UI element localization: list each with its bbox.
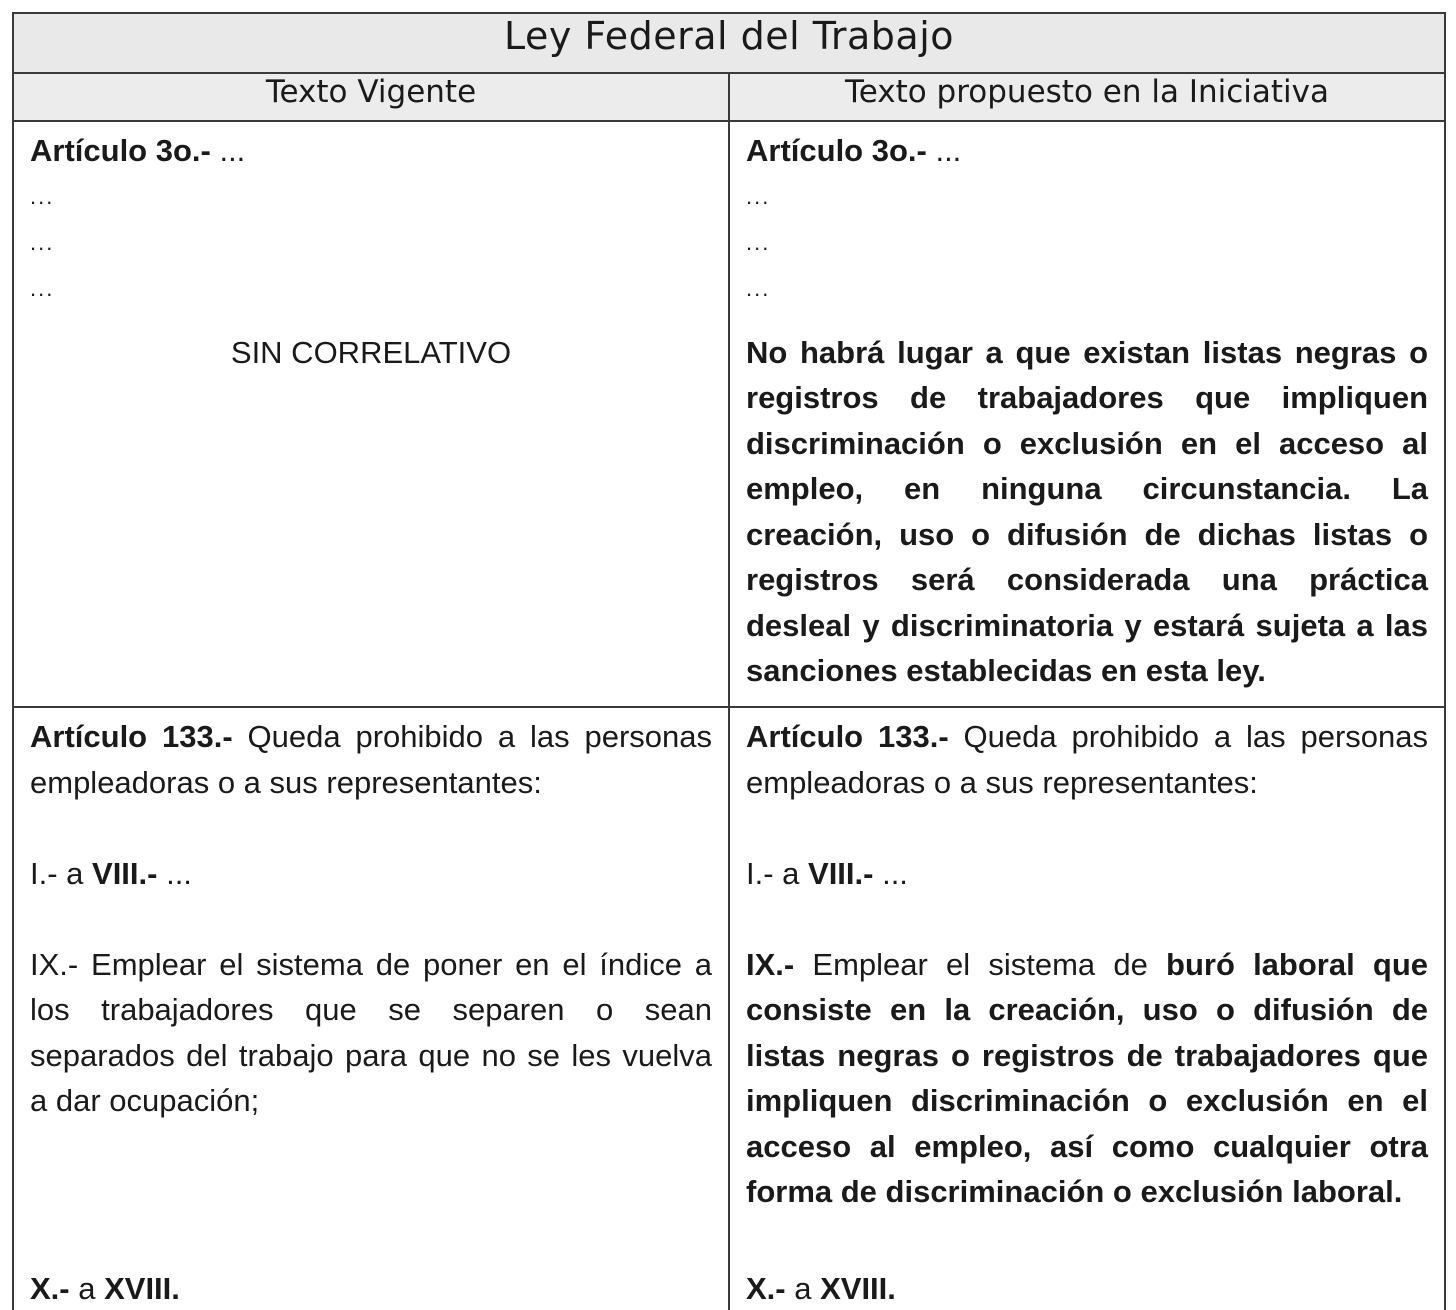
fraction-end: VIII.- — [92, 855, 158, 891]
article-ellipsis: ... — [926, 133, 962, 168]
fraction-start: I.- a — [30, 855, 93, 891]
table-title: Ley Federal del Trabajo — [13, 13, 1445, 73]
omitted-paragraph: ... — [30, 275, 55, 301]
table-row-article-133 — [13, 707, 1445, 1310]
article-label: Artículo 133.- — [746, 719, 949, 754]
fraction-range-connector: a — [69, 1271, 105, 1306]
fraction-x-label: X.- — [746, 1271, 786, 1306]
fractions-x-to-xviii — [30, 1266, 712, 1310]
fraction-ellipsis: ... — [157, 855, 192, 891]
fraction-ix-proposed-text: buró laboral que consiste en la creación, uso o difusión de listas negras o registros de trabajadores que impliquen discriminación o exclusión en el acceso al empleo, así como cualquier otra forma de discriminación o exclusión laboral. — [746, 946, 1429, 1209]
column-header-current-text: Texto Vigente — [13, 73, 729, 121]
fraction-ix-label: IX.- — [30, 946, 79, 982]
omitted-paragraph: ... — [746, 229, 771, 255]
fraction-ix-text: Emplear el sistema de poner en el índice a los trabajadores que se separen o sean separados del trabajo para que no se les vuelva a dar ocupación; — [30, 946, 712, 1118]
omitted-paragraph: ... — [30, 183, 55, 209]
omitted-paragraph: ... — [30, 229, 55, 255]
article-intro — [30, 714, 712, 805]
cell-proposed-article-3 — [729, 121, 1445, 707]
column-header-proposed-text: Texto propuesto en la Iniciativa — [729, 73, 1445, 121]
article-label: Artículo 3o.- — [30, 133, 211, 168]
cell-current-article-133 — [13, 707, 729, 1310]
fraction-ellipsis: ... — [873, 855, 908, 891]
article-ellipsis: ... — [210, 133, 246, 168]
article-label: Artículo 133.- — [30, 719, 233, 754]
fraction-x-label: X.- — [30, 1271, 70, 1306]
article-heading — [746, 128, 1428, 174]
table-row-article-3 — [13, 121, 1445, 707]
fraction-ix-plain-text: Emplear el sistema de — [794, 946, 1167, 982]
article-intro-text: Queda prohibido a las personas empleadoras o a sus representantes: — [30, 719, 712, 800]
fraction-xviii-label: XVIII. — [104, 1271, 180, 1306]
fraction-ix — [746, 942, 1428, 1215]
fractions-range — [30, 851, 712, 897]
fractions-range — [746, 851, 1428, 897]
fraction-xviii-label: XVIII. — [820, 1271, 896, 1306]
omitted-paragraph: ... — [746, 183, 771, 209]
fraction-ix — [30, 942, 712, 1124]
article-label: Artículo 3o.- — [746, 133, 927, 168]
no-correlative-note: SIN CORRELATIVO — [230, 334, 512, 370]
article-heading — [30, 128, 712, 174]
fractions-x-to-xviii — [746, 1266, 1428, 1310]
proposed-new-paragraph: No habrá lugar a que existan listas negras o registros de trabajadores que impliquen discriminación o exclusión en el acceso al empleo, en ninguna circunstancia. La creación, uso o difusión de dichas listas o registros será considerada una práctica desleal y discriminatoria y estará sujeta a las sanciones establecidas en esta ley. — [746, 334, 1429, 688]
fraction-ix-label: IX.- — [746, 946, 795, 982]
article-intro — [746, 714, 1428, 805]
omitted-paragraph: ... — [746, 275, 771, 301]
cell-proposed-article-133 — [729, 707, 1445, 1310]
comparison-table — [12, 12, 1446, 1310]
article-intro-text: Queda prohibido a las personas empleadoras o a sus representantes: — [746, 719, 1429, 800]
fraction-range-connector: a — [785, 1271, 821, 1306]
fraction-start: I.- a — [746, 855, 809, 891]
cell-current-article-3 — [13, 121, 729, 707]
fraction-end: VIII.- — [808, 855, 874, 891]
